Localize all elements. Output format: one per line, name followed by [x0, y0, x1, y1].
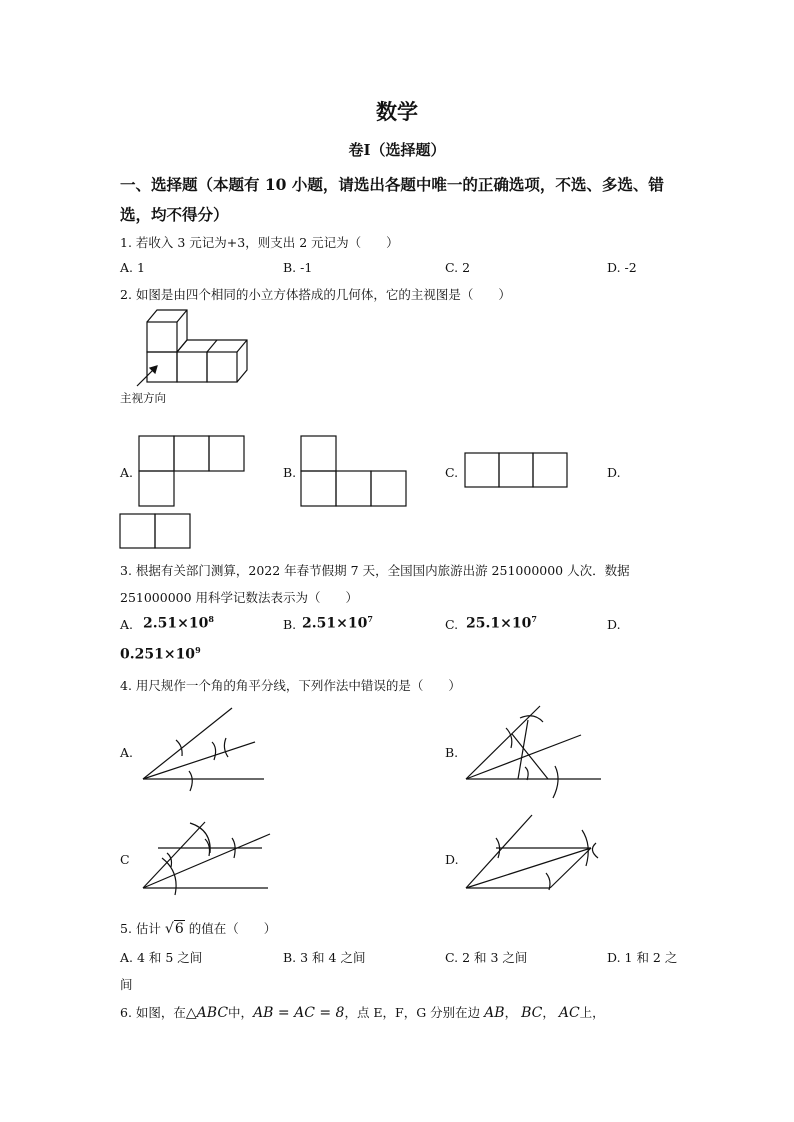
q2-stem: 2. 如图是由四个相同的小立方体搭成的几何体，它的主视图是（ ） [120, 287, 511, 302]
q3-option-d-value: $0.251\times 10^9$ [120, 645, 201, 663]
q5-option-b: B. 3 和 4 之间 [283, 950, 366, 965]
q5-option-c: C. 2 和 3 之间 [445, 950, 528, 965]
q1-stem: 1. 若收入 3 元记为+3，则支出 2 元记为（ ） [120, 235, 399, 250]
q3-option-d-label: D. [607, 617, 621, 632]
q5-option-a: A. 4 和 5 之间 [120, 950, 203, 965]
q1-option-a: A. 1 [120, 260, 145, 275]
q2-option-a-label: A. [120, 465, 134, 480]
q1-option-d: D. -2 [607, 260, 637, 275]
q2-option-d-label: D. [607, 465, 621, 480]
q3-option-a-label: A. [120, 617, 134, 632]
q3-stem-line2: 251000000 用科学记数法表示为（ ） [120, 590, 359, 605]
q3-option-c-label: C. [445, 617, 459, 632]
q5-stem [120, 919, 276, 937]
q4-stem: 4. 用尺规作一个角的角平分线，下列作法中错误的是（ ） [120, 678, 461, 693]
page-title: 数学 [376, 99, 418, 124]
q3-stem-line1: 3. 根据有关部门测算，2022 年春节假期 7 天，全国国内旅游出游 251000000 人次．数据 [120, 563, 630, 578]
section-heading-line2: 选，均不得分） [120, 205, 229, 224]
q6-equation: AB = AC = 8 [253, 1005, 345, 1021]
q6-triangle: △ABC [185, 1005, 229, 1021]
q4-option-d-label: D. [445, 852, 459, 867]
q4-option-b-label: B. [445, 745, 459, 760]
section-heading-line1: 一、选择题（本题有 10 小题，请选出各题中唯一的正确选项，不选、多选、错 [120, 175, 664, 194]
q4-option-c-label: C [120, 852, 130, 867]
q5-stem-suffix: 的值在（ ） [188, 921, 277, 936]
q5-stem-prefix: 5. 估计 [120, 921, 161, 936]
q2-figure-caption: 主视方向 [120, 391, 166, 405]
q4-option-a-label: A. [120, 745, 134, 760]
q3-option-b-value: $2.51\times 10^7$ [302, 614, 373, 632]
q3-option-c-value: $25.1\times 10^7$ [466, 614, 537, 632]
q5-option-d-wrap: 间 [120, 977, 133, 992]
q1-option-c: C. 2 [445, 260, 471, 275]
page-subtitle: 卷Ⅰ（选择题） [348, 141, 446, 159]
q6-stem: 6. 如图，在△ABC中，AB = AC = 8，点 E，F，G 分别在边 AB， BC， AC上， [120, 1005, 605, 1021]
q3-option-b-label: B. [283, 617, 297, 632]
q5-option-d: D. 1 和 2 之 [607, 950, 678, 965]
q2-option-b-label: B. [283, 465, 297, 480]
q5-sqrt: √6 [164, 921, 184, 937]
q3-option-a-value: $2.51\times 10^8$ [143, 614, 214, 632]
q1-option-b: B. -1 [283, 260, 313, 275]
q2-option-c-label: C. [445, 465, 459, 480]
